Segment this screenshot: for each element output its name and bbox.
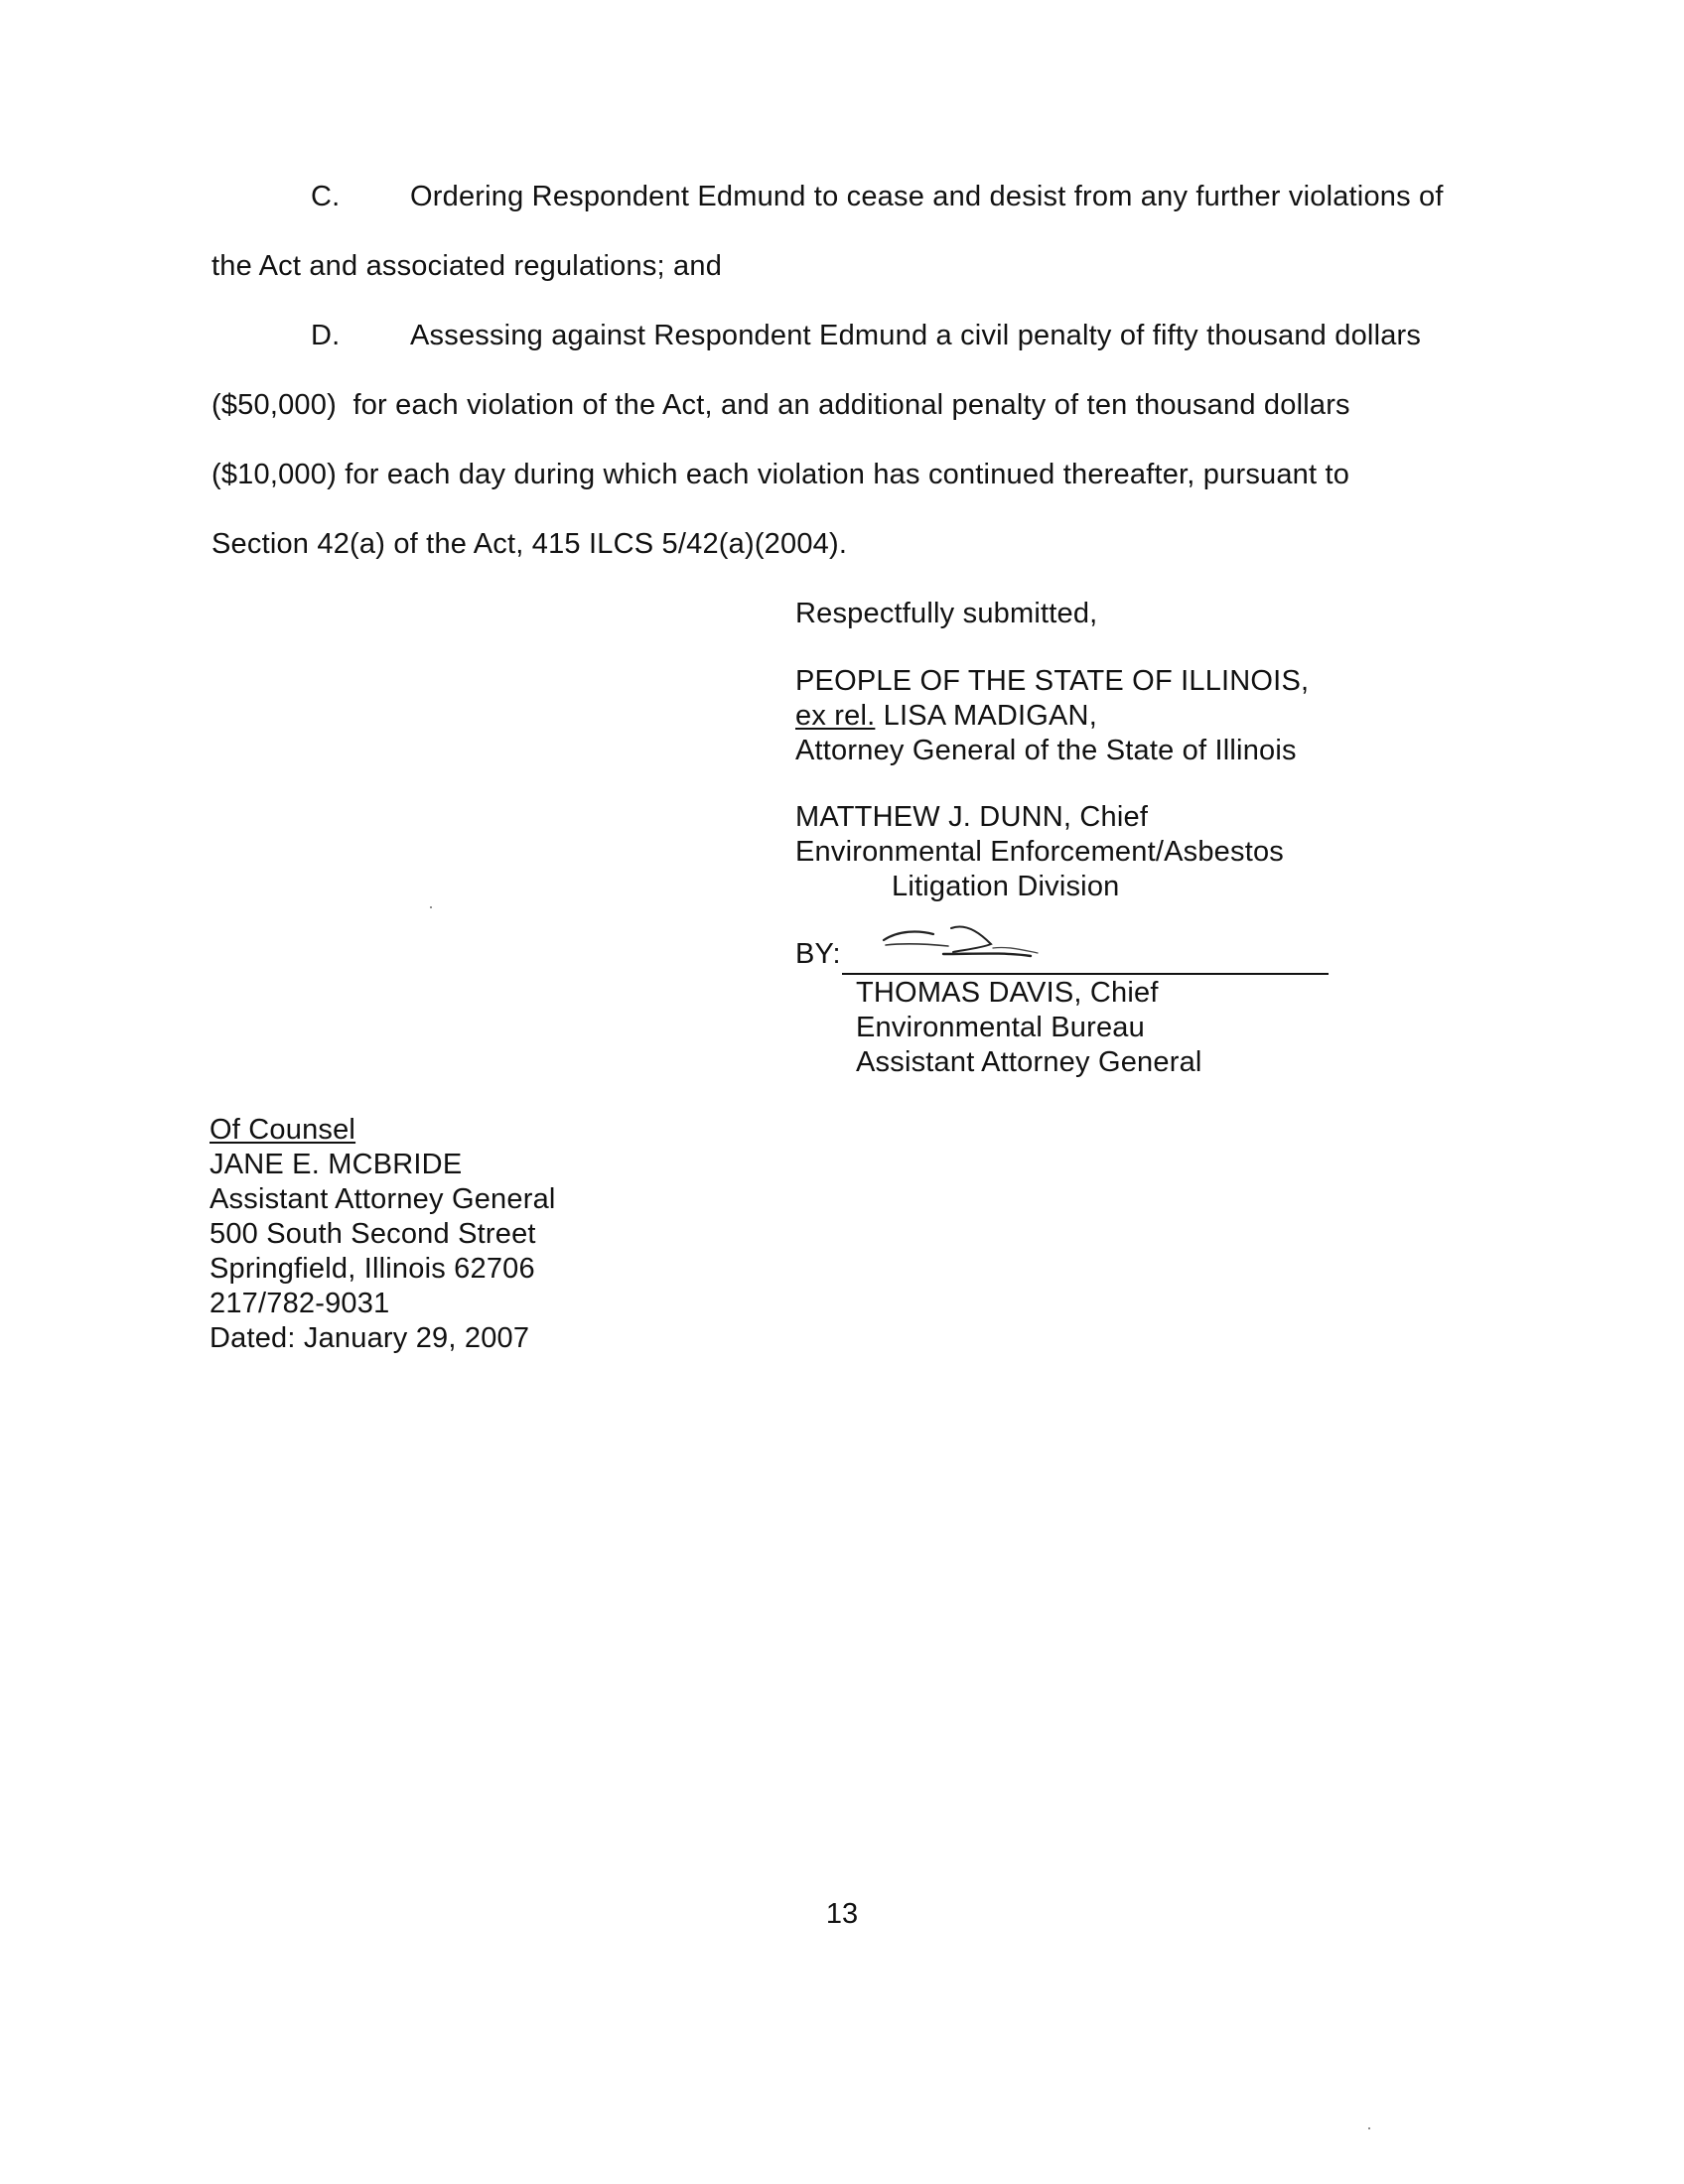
counsel-name: JANE E. MCBRIDE <box>210 1149 463 1180</box>
party-line-2 <box>795 698 1097 734</box>
party-line-1: PEOPLE OF THE STATE OF ILLINOIS, <box>795 665 1310 697</box>
counsel-title: Assistant Attorney General <box>210 1183 556 1215</box>
signer-title-1: Environmental Bureau <box>856 1012 1145 1043</box>
counsel-city: Springfield, Illinois 62706 <box>210 1253 535 1285</box>
paragraph-c-line-2: the Act and associated regulations; and <box>211 250 723 282</box>
chief-line-3: Litigation Division <box>892 871 1120 902</box>
scan-speck <box>1368 2127 1370 2129</box>
paragraph-d-letter: D. <box>311 320 341 351</box>
counsel-phone: 217/782-9031 <box>210 1288 390 1319</box>
paragraph-c-line-1 <box>311 179 1444 214</box>
closing: Respectfully submitted, <box>795 598 1098 629</box>
paragraph-c-letter: C. <box>311 181 341 212</box>
page-number: 13 <box>825 1898 859 1930</box>
handwritten-signature <box>874 908 1072 983</box>
counsel-street: 500 South Second Street <box>210 1218 536 1250</box>
paragraph-d-line-2: ($50,000) for each violation of the Act, and an additional penalty of ten thousand dollars <box>211 389 1350 421</box>
by-label: BY: <box>795 938 841 970</box>
counsel-dated: Dated: January 29, 2007 <box>210 1322 530 1354</box>
party-line-3: Attorney General of the State of Illinois <box>795 735 1297 766</box>
paragraph-d-line-3: ($10,000) for each day during which each violation has continued thereafter, pursuant to <box>211 459 1350 490</box>
scan-speck <box>430 906 432 908</box>
paragraph-d-line-1 <box>311 318 1421 353</box>
chief-line-1: MATTHEW J. DUNN, Chief <box>795 801 1149 833</box>
chief-line-2: Environmental Enforcement/Asbestos <box>795 836 1284 868</box>
ex-rel: ex rel. <box>795 700 876 732</box>
signer-title-2: Assistant Attorney General <box>856 1046 1202 1078</box>
of-counsel-heading: Of Counsel <box>210 1114 356 1146</box>
party-line-2-rest: LISA MADIGAN, <box>875 700 1097 732</box>
paragraph-d-line-4: Section 42(a) of the Act, 415 ILCS 5/42(a)(2004). <box>211 528 848 560</box>
paragraph-c-text-1: Ordering Respondent Edmund to cease and desist from any further violations of <box>410 181 1444 212</box>
signer-name: THOMAS DAVIS, Chief <box>856 977 1159 1009</box>
paragraph-d-text-1: Assessing against Respondent Edmund a civil penalty of fifty thousand dollars <box>410 320 1422 351</box>
